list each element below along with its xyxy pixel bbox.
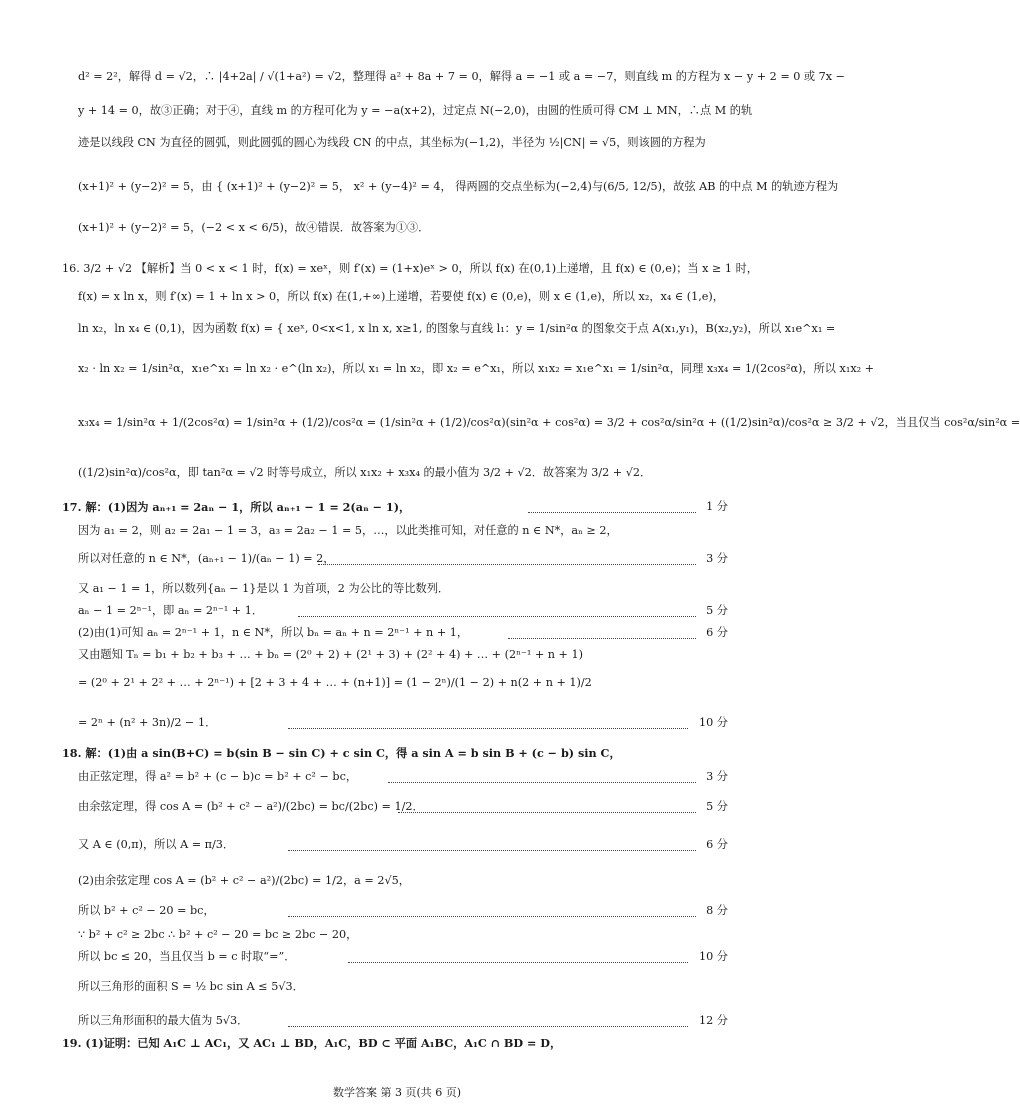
text-line: 所以对任意的 n ∈ N*，(aₙ₊₁ − 1)/(aₙ − 1) = 2， <box>78 552 335 565</box>
text-line: (2)由(1)可知 aₙ = 2ⁿ⁻¹ + 1，n ∈ N*，所以 bₙ = aₙ + n = 2ⁿ⁻¹ + n + 1， <box>78 626 469 639</box>
score-mark: 10 分 <box>699 950 728 963</box>
text-line: ((1/2)sin²α)/cos²α，即 tan²α = √2 时等号成立，所以 x₁x₂ + x₃x₄ 的最小值为 3/2 + √2．故答案为 3/2 + √2． <box>78 466 652 479</box>
score-mark: 3 分 <box>706 770 728 783</box>
score-leader <box>388 782 696 783</box>
score-leader <box>348 962 688 963</box>
text-line: 所以三角形面积的最大值为 5√3． <box>78 1014 249 1027</box>
text-line: aₙ − 1 = 2ⁿ⁻¹，即 aₙ = 2ⁿ⁻¹ + 1． <box>78 604 264 617</box>
problem-17-step: 17. 解：(1)因为 aₙ₊₁ = 2aₙ − 1，所以 aₙ₊₁ − 1 = 2(aₙ − 1)， <box>62 500 411 514</box>
text-line: 因为 a₁ = 2，则 a₂ = 2a₁ − 1 = 3，a₃ = 2a₂ − 1 = 5，…，以此类推可知，对任意的 n ∈ N*，aₙ ≥ 2， <box>78 524 618 537</box>
score-leader <box>528 512 696 513</box>
score-mark: 6 分 <box>706 626 728 639</box>
problem-16-answer: 16. 3/2 + √2 【解析】当 0 < x < 1 时，f(x) = xeˣ，则 f′(x) = (1+x)eˣ > 0，所以 f(x) 在(0,1)上递增，且 f(x) ∈ (0,e)；当 x ≥ 1 时， <box>62 262 758 275</box>
text-line: d² = 2²，解得 d = √2，∴ |4+2a| / √(1+a²) = √2，整理得 a² + 8a + 7 = 0，解得 a = −1 或 a = −7，则直线 m 的方程为 x − y + 2 = 0 或 7x − <box>78 70 846 83</box>
score-leader <box>288 1026 688 1027</box>
score-leader <box>288 728 688 729</box>
text-line: (x+1)² + (y−2)² = 5，由 { (x+1)² + (y−2)² = 5， x² + (y−4)² = 4， 得两圆的交点坐标为(−2,4)与(6/5, 12/5)，故弦 AB 的中点 M 的轨迹方程为 <box>78 180 839 193</box>
text-line: 所以 bc ≤ 20，当且仅当 b = c 时取“=”． <box>78 950 296 963</box>
score-mark: 10 分 <box>699 716 728 729</box>
score-leader <box>318 564 696 565</box>
text-line: 由正弦定理，得 a² = b² + (c − b)c = b² + c² − bc， <box>78 770 358 783</box>
text-line: 所以 b² + c² − 20 = bc， <box>78 904 215 917</box>
score-mark: 5 分 <box>706 800 728 813</box>
text-line: 又 a₁ − 1 = 1，所以数列{aₙ − 1}是以 1 为首项，2 为公比的等比数列． <box>78 582 450 595</box>
text-line: ln x₂，ln x₄ ∈ (0,1)，因为函数 f(x) = { xeˣ, 0<x<1, x ln x, x≥1, 的图象与直线 l₁：y = 1/sin²α 的图象交于点 A(x₁,y₁)，B(x₂,y₂)，所以 x₁e^x₁ = <box>78 322 836 335</box>
text-line: x₂ · ln x₂ = 1/sin²α，x₁e^x₁ = ln x₂ · e^(ln x₂)，所以 x₁ = ln x₂，即 x₂ = e^x₁，所以 x₁x₂ = x₁e^x₁ = 1/sin²α，同理 x₃x₄ = 1/(2cos²α)，所以 x₁x₂ + <box>78 362 875 375</box>
text-line: 又由题知 Tₙ = b₁ + b₂ + b₃ + … + bₙ = (2⁰ + 2) + (2¹ + 3) + (2² + 4) + … + (2ⁿ⁻¹ + n + 1) <box>78 648 583 661</box>
score-mark: 6 分 <box>706 838 728 851</box>
text-line: f(x) = x ln x，则 f′(x) = 1 + ln x > 0，所以 f(x) 在(1,+∞)上递增，若要使 f(x) ∈ (0,e)，则 x ∈ (1,e)，所以 x₂，x₄ ∈ (1,e)， <box>78 290 724 303</box>
score-mark: 1 分 <box>706 500 728 513</box>
text-line: x₃x₄ = 1/sin²α + 1/(2cos²α) = 1/sin²α + (1/2)/cos²α = (1/sin²α + (1/2)/cos²α)(sin²α + cos²α) = 3/2 + cos²α/sin²α + ((1/2)sin²α)/cos²α ≥ 3/2 + √2，当且仅当 cos²α/sin²α = <box>78 416 1020 429</box>
problem-19-step: 19. (1)证明：已知 A₁C ⊥ AC₁，又 AC₁ ⊥ BD，A₁C，BD ⊂ 平面 A₁BC，A₁C ∩ BD = D， <box>62 1036 562 1050</box>
score-mark: 3 分 <box>706 552 728 565</box>
score-mark: 5 分 <box>706 604 728 617</box>
text-line: (2)由余弦定理 cos A = (b² + c² − a²)/(2bc) = 1/2，a = 2√5， <box>78 874 410 887</box>
text-line: 由余弦定理，得 cos A = (b² + c² − a²)/(2bc) = bc/(2bc) = 1/2． <box>78 800 424 813</box>
score-leader <box>288 850 696 851</box>
text-line: = 2ⁿ + (n² + 3n)/2 − 1． <box>78 716 217 729</box>
score-mark: 8 分 <box>706 904 728 917</box>
text-line: ∵ b² + c² ≥ 2bc ∴ b² + c² − 20 = bc ≥ 2bc − 20， <box>78 928 358 941</box>
score-leader <box>298 616 696 617</box>
text-line: (x+1)² + (y−2)² = 5，(−2 < x < 6/5)，故④错误．故答案为①③． <box>78 221 430 234</box>
score-leader <box>398 812 696 813</box>
text-line: 又 A ∈ (0,π)，所以 A = π/3． <box>78 838 235 851</box>
page-footer: 数学答案 第 3 页(共 6 页) <box>332 1086 462 1099</box>
score-mark: 12 分 <box>699 1014 728 1027</box>
text-line: 所以三角形的面积 S = ½ bc sin A ≤ 5√3． <box>78 980 304 993</box>
score-leader <box>508 638 696 639</box>
text-line: 迹是以线段 CN 为直径的圆弧，则此圆弧的圆心为线段 CN 的中点，其坐标为(−1,2)，半径为 ½|CN| = √5，则该圆的方程为 <box>78 136 706 149</box>
problem-18-step: 18. 解：(1)由 a sin(B+C) = b(sin B − sin C) + c sin C，得 a sin A = b sin B + (c − b) sin C， <box>62 746 621 760</box>
score-leader <box>288 916 696 917</box>
text-line: y + 14 = 0，故③正确；对于④，直线 m 的方程可化为 y = −a(x+2)，过定点 N(−2,0)，由圆的性质可得 CM ⊥ MN，∴点 M 的轨 <box>78 104 753 117</box>
text-line: = (2⁰ + 2¹ + 2² + … + 2ⁿ⁻¹) + [2 + 3 + 4 + … + (n+1)] = (1 − 2ⁿ)/(1 − 2) + n(2 + n + 1)/2 <box>78 676 592 689</box>
